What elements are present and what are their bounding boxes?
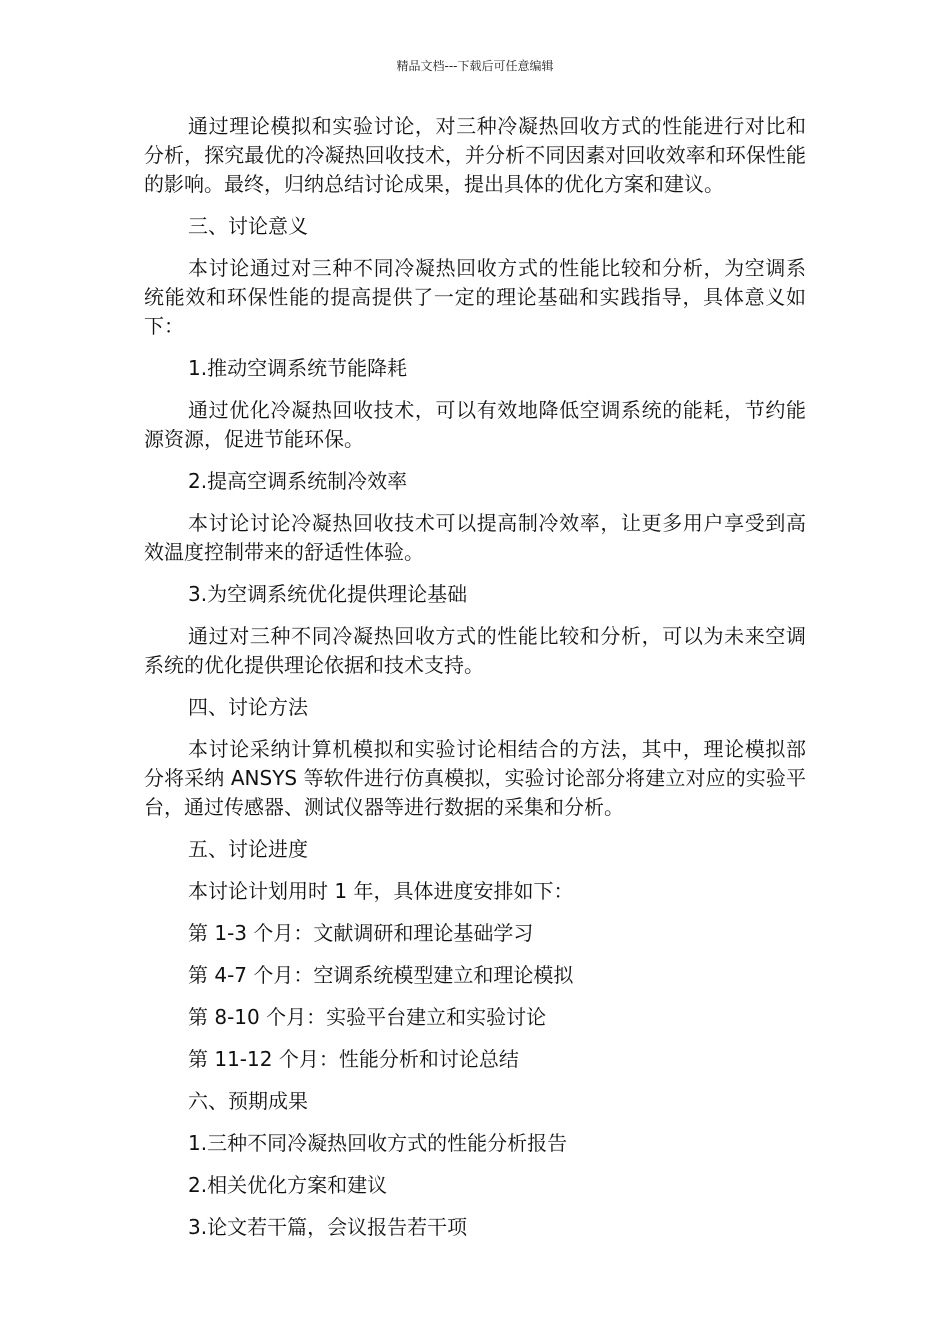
schedule-item: 第 4-7 个月：空调系统模型建立和理论模拟 [188,963,574,987]
section-heading-schedule: 五、讨论进度 [188,837,308,861]
paragraph-theory-basis: 通过对三种不同冷凝热回收方式的性能比较和分析，可以为未来空调系统的优化提供理论依据和技术支持。 [144,624,806,677]
subheading-cooling-efficiency: 2.提高空调系统制冷效率 [188,469,408,493]
schedule-item: 第 11-12 个月：性能分析和讨论总结 [188,1047,519,1071]
subheading-theory-basis: 3.为空调系统优化提供理论基础 [188,582,468,606]
paragraph-method: 本讨论采纳计算机模拟和实验讨论相结合的方法，其中，理论模拟部分将采纳 ANSYS 等软件进行仿真模拟，实验讨论部分将建立对应的实验平台，通过传感器、测试仪器等进行数据的采集和分析。 [144,737,806,819]
section-heading-method: 四、讨论方法 [188,695,308,719]
result-item: 3.论文若干篇，会议报告若干项 [188,1215,468,1239]
paragraph-significance-intro: 本讨论通过对三种不同冷凝热回收方式的性能比较和分析，为空调系统能效和环保性能的提高提供了一定的理论基础和实践指导，具体意义如下： [144,256,806,338]
paragraph-research-content: 通过理论模拟和实验讨论，对三种冷凝热回收方式的性能进行对比和分析，探究最优的冷凝热回收技术，并分析不同因素对回收效率和环保性能的影响。最终，归纳总结讨论成果，提出具体的优化方案和建议。 [144,114,806,196]
page-header: 精品文档---下载后可任意编辑 [396,59,554,73]
schedule-item: 第 8-10 个月：实验平台建立和实验讨论 [188,1005,547,1029]
result-item: 1.三种不同冷凝热回收方式的性能分析报告 [188,1131,568,1155]
document-body [144,112,806,1255]
result-item: 2.相关优化方案和建议 [188,1173,388,1197]
subheading-energy-saving: 1.推动空调系统节能降耗 [188,356,408,380]
paragraph-cooling-efficiency: 本讨论讨论冷凝热回收技术可以提高制冷效率，让更多用户享受到高效温度控制带来的舒适性体验。 [144,511,806,564]
schedule-item: 第 1-3 个月：文献调研和理论基础学习 [188,921,534,945]
section-heading-results: 六、预期成果 [188,1089,308,1113]
schedule-intro: 本讨论计划用时 1 年，具体进度安排如下： [188,879,574,903]
paragraph-energy-saving: 通过优化冷凝热回收技术，可以有效地降低空调系统的能耗，节约能源资源，促进节能环保。 [144,398,806,451]
section-heading-significance: 三、讨论意义 [188,214,308,238]
